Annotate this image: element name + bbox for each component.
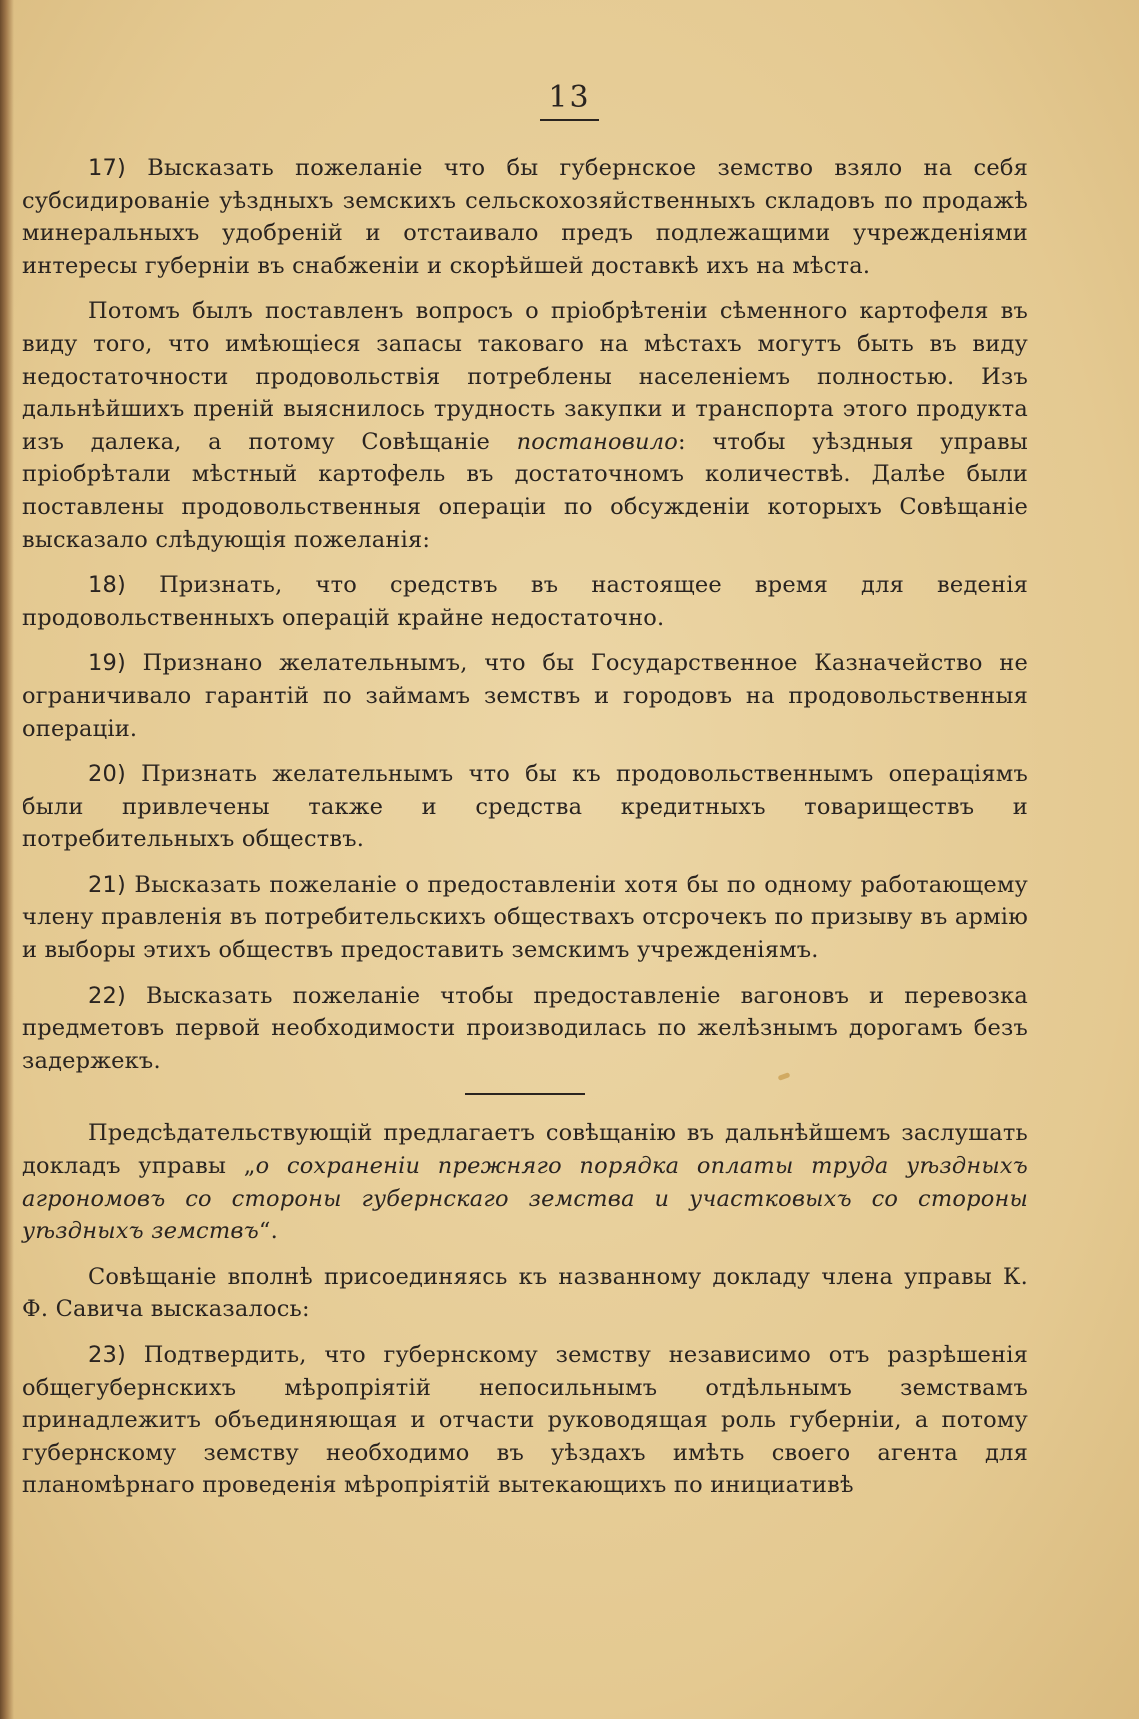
item-text: Высказать пожеланіе чтобы предоставленіе вагоновъ и перевозка предметовъ первой необходимости производилась по желѣзнымъ дорогамъ безъ задержекъ. xyxy=(22,982,1029,1074)
item-number: 22) xyxy=(88,982,127,1009)
resolution-17 xyxy=(22,152,1028,282)
paragraph-text-continued: : чтобы уѣздныя управы пріобрѣтали мѣстный картофель въ достаточномъ количествѣ. Далѣе были поставлены продовольственныя операціи по обсужденіи которыхъ Совѣщаніе высказало слѣдующія пожеланія: xyxy=(22,428,1029,553)
paragraph-text: Совѣщаніе вполнѣ присоединяясь къ названному докладу члена управы К. Ф. Савича высказалось: xyxy=(22,1263,1028,1323)
resolution-21 xyxy=(22,869,1028,967)
item-number: 20) xyxy=(88,761,127,788)
item-text: Подтвердить, что губернскому земству независимо отъ разрѣшенія общегубернскихъ мѣропріятій непосильнымъ отдѣльнымъ земствамъ принадлежитъ объединяющая и отчасти руководящая роль губерніи, а потому губернскому земству необходимо въ уѣздахъ имѣть своего агента для планомѣрнаго проведенія мѣропріятій вытекающихъ по инициативѣ xyxy=(22,1342,1028,1499)
item-number: 17) xyxy=(88,155,127,181)
resolution-19 xyxy=(22,647,1028,745)
page-number: 13 xyxy=(540,80,598,121)
item-number: 23) xyxy=(88,1342,127,1368)
page-header xyxy=(0,80,1139,121)
item-text: Высказать пожеланіе о предоставленіи хотя бы по одному работающему члену правленія въ потребительскихъ обществахъ отсрочекъ по призыву въ армію и выборы этихъ обществъ предоставить земскимъ учрежденіямъ. xyxy=(22,871,1028,964)
body-text xyxy=(22,152,1028,1515)
item-number: 18) xyxy=(88,572,127,599)
binding-edge xyxy=(0,0,14,1719)
item-number: 19) xyxy=(88,650,127,677)
paragraph-text-continued: “. xyxy=(258,1218,278,1245)
resolution-22 xyxy=(22,980,1028,1078)
paragraph-text: Потомъ былъ поставленъ вопросъ о пріобрѣтеніи сѣменного картофеля въ виду того, что имѣющіеся запасы таковаго на мѣстахъ могутъ быть въ виду недостаточности продовольствія потреблены населеніемъ полностью. Изъ дальнѣйшихъ преній выяснилось трудность закупки и транспорта этого продукта изъ далека, а потому Совѣщаніе xyxy=(22,298,1028,455)
item-text: Признано желательнымъ, что бы Государственное Казначейство не ограничивало гарантій по займамъ земствъ и городовъ на продовольственныя операціи. xyxy=(22,650,1028,742)
item-text: Признать, что средствъ въ настоящее время для веденія продовольственныхъ операцій крайне недостаточно. xyxy=(22,572,1028,631)
item-number: 21) xyxy=(88,871,127,898)
potato-paragraph xyxy=(22,295,1028,556)
resolution-20 xyxy=(22,758,1028,856)
paragraph-text: Предсѣдательствующій предлагаетъ совѣщанію въ дальнѣйшемъ заслушать докладъ управы „ xyxy=(22,1120,1028,1180)
italic-decision: постановило xyxy=(516,428,678,455)
item-text: Признать желательнымъ что бы къ продовольственнымъ операціямъ были привлечены также и средства кредитныхъ товариществъ и потребительныхъ обществъ. xyxy=(22,761,1028,853)
chairman-paragraph xyxy=(22,1117,1028,1247)
resolution-23 xyxy=(22,1339,1028,1502)
meeting-paragraph xyxy=(22,1261,1028,1326)
resolution-18 xyxy=(22,569,1028,634)
italic-report-title: о сохраненіи прежняго порядка оплаты труда уѣздныхъ агрономовъ со стороны губернскаго земства и участковыхъ со стороны уѣздныхъ земствъ xyxy=(22,1153,1028,1245)
section-divider xyxy=(465,1093,585,1095)
item-text: Высказать пожеланіе что бы губернское земство взяло на себя субсидированіе уѣздныхъ земскихъ сельскохозяйственныхъ складовъ по продажѣ минеральныхъ удобреній и отстаивало предъ подлежащими учрежденіями интересы губерніи въ снабженіи и скорѣйшей доставкѣ ихъ на мѣста. xyxy=(22,155,1028,279)
